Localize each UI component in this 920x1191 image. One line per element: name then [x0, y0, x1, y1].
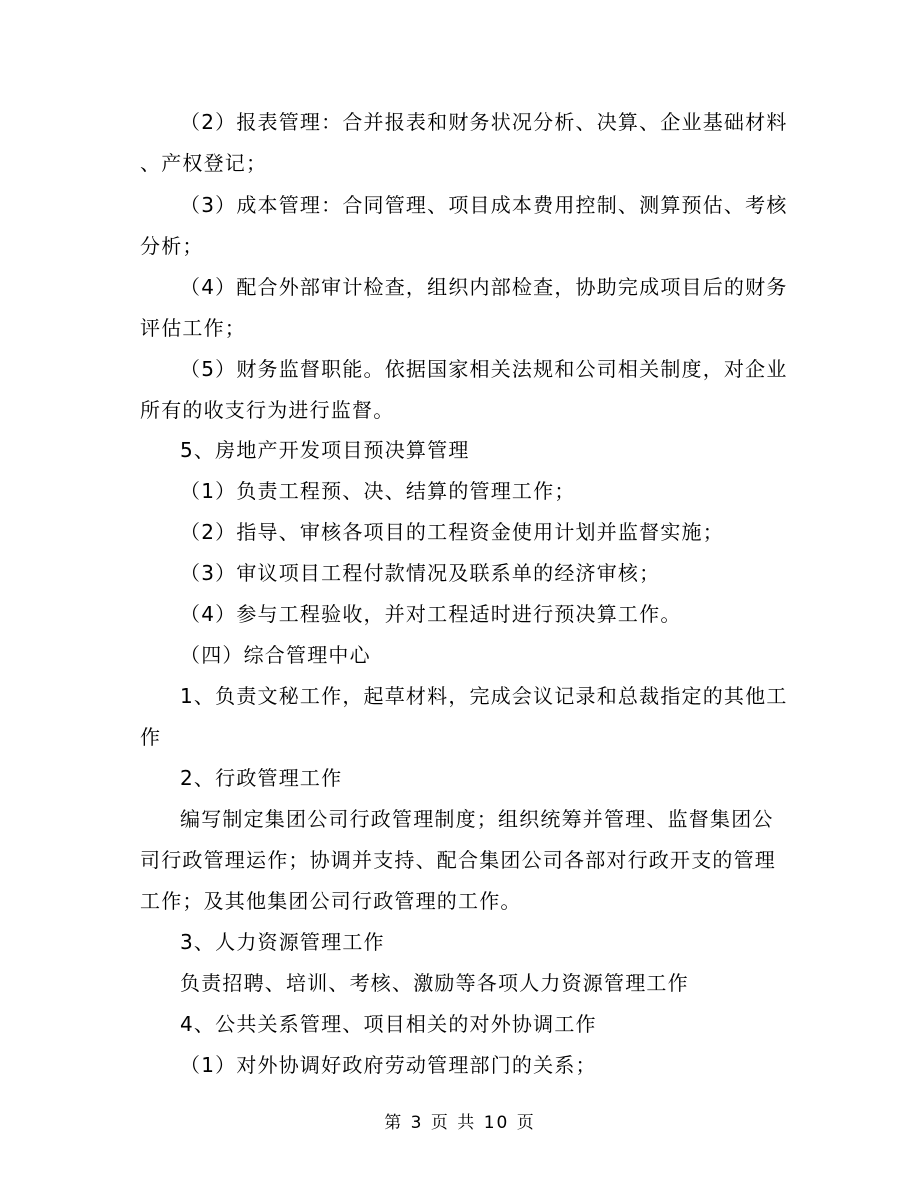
text-line: （4）参与工程验收，并对工程适时进行预决算工作。 — [180, 602, 682, 626]
text-line: （1）负责工程预、决、结算的管理工作； — [180, 479, 576, 503]
text-line: （3）成本管理：合同管理、项目成本费用控制、测算预估、考核 — [180, 193, 788, 217]
text-line: 负责招聘、培训、考核、激励等各项人力资源管理工作 — [180, 971, 689, 995]
text-line: 评估工作； — [140, 316, 246, 340]
text-line: 司行政管理运作；协调并支持、配合集团公司各部对行政开支的管理 — [140, 848, 776, 872]
text-line: 、产权登记； — [140, 151, 268, 175]
page-number-footer: 第 3 页 共 10 页 — [384, 1113, 536, 1133]
text-line: （2）指导、审核各项目的工程资金使用计划并监督实施； — [180, 520, 724, 544]
text-line: 1、负责文秘工作，起草材料，完成会议记录和总裁指定的其他工 — [180, 684, 788, 708]
text-line: 作 — [140, 725, 162, 749]
section-heading: 4、公共关系管理、项目相关的对外协调工作 — [180, 1012, 597, 1036]
text-line: （4）配合外部审计检查，组织内部检查，协助完成项目后的财务 — [180, 275, 788, 299]
text-line: （2）报表管理：合并报表和财务状况分析、决算、企业基础材料 — [180, 110, 788, 134]
text-line: 编写制定集团公司行政管理制度；组织统筹并管理、监督集团公 — [180, 807, 774, 831]
section-heading: 5、房地产开发项目预决算管理 — [180, 438, 470, 462]
text-line: 分析； — [140, 234, 204, 258]
section-heading: 3、人力资源管理工作 — [180, 930, 385, 954]
text-line: （1）对外协调好政府劳动管理部门的关系； — [180, 1053, 597, 1077]
section-heading: （四）综合管理中心 — [180, 643, 371, 667]
text-line: 所有的收支行为进行监督。 — [140, 398, 395, 422]
section-heading: 2、行政管理工作 — [180, 766, 343, 790]
text-line: （3）审议项目工程付款情况及联系单的经济审核； — [180, 561, 661, 585]
text-line: （5）财务监督职能。依据国家相关法规和公司相关制度，对企业 — [180, 357, 788, 381]
text-line: 工作；及其他集团公司行政管理的工作。 — [140, 889, 522, 913]
